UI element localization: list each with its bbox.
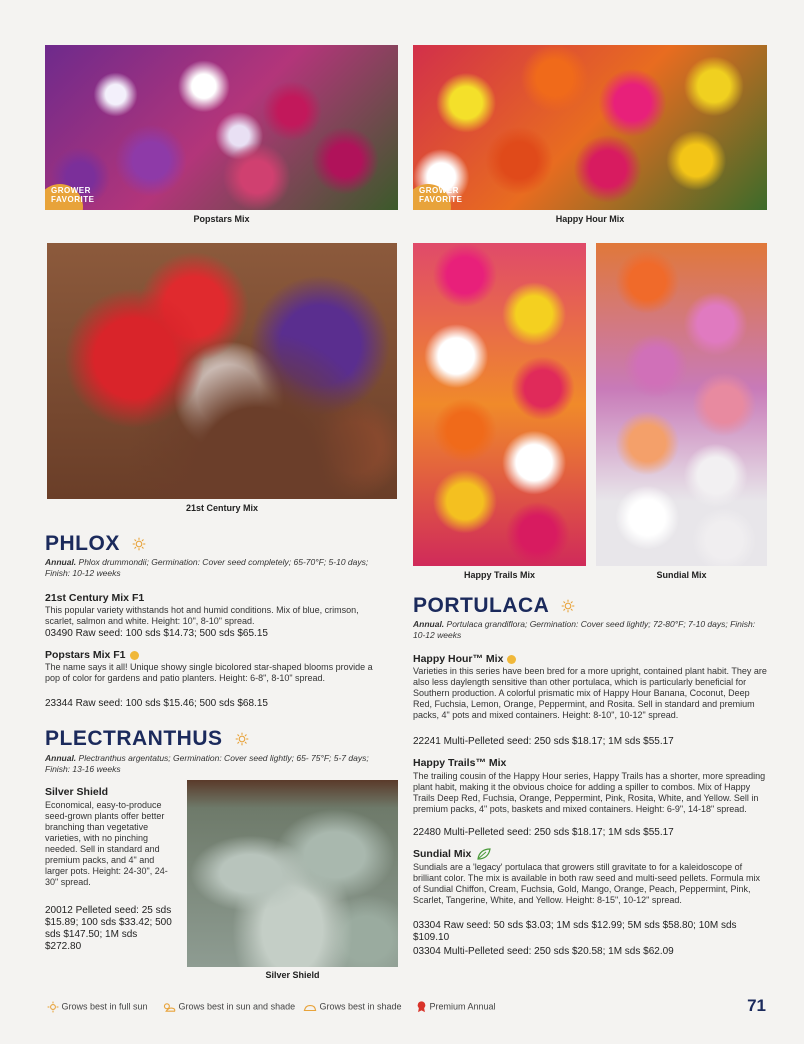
premium-annual-icon: [130, 651, 139, 660]
caption-happy-trails: Happy Trails Mix: [463, 570, 536, 580]
legend-premium: Premium Annual: [416, 1001, 496, 1013]
grower-favorite-badge: GROWER FAVORITE: [45, 170, 103, 210]
variety-description: The name says it all! Unique showy single bicolored star-shaped blooms provide a pop of color for gardens and patio planters. Height: 6-8", 8-10" spread.: [45, 662, 373, 683]
variety-name: Popstars Mix F1: [45, 649, 139, 661]
full-sun-icon: [235, 732, 249, 746]
phlox-heading: PHLOX: [45, 532, 146, 556]
caption-silver-shield: Silver Shield: [265, 970, 320, 980]
full-sun-icon: [132, 537, 146, 551]
phlox-meta: Annual. Phlox drummondii; Germination: Cover seed completely; 65-70°F; 5-10 days; Finish: 10-12 weeks: [45, 557, 369, 578]
portulaca-heading: PORTULACA: [413, 594, 575, 618]
leaf-icon: [477, 848, 491, 860]
variety-description: The trailing cousin of the Happy Hour series, Happy Trails has a shorter, more spreading plant habit, making it the obvious choice for adding a spiller to combos. Mix of Happy Trails Deep Red, Fuchsia, Orange, Peppermint, Pink, Rosita, White, and Yellow. Sell in premium packs, 4" pots, baskets and mixed containers. Height: 6-9", 14-18" spread.: [413, 771, 766, 814]
variety-price: 03304 Multi-Pelleted seed: 250 sds $20.58; 1M sds $62.09: [413, 946, 674, 957]
variety-price: 03490 Raw seed: 100 sds $14.73; 500 sds $65.15: [45, 628, 268, 639]
caption-sundial: Sundial Mix: [656, 570, 707, 580]
variety-description: Varieties in this series have been bred for a more upright, contained plant habit. They are also less daylength sensitive than other portulaca, which is particularly beneficial for Southern production. A colorful prismatic mix of Happy Hour Banana, Coconut, Deep Red, Fuchsia, Lemon, Orange, Peppermint, and Rosita. Sell in standard and premium packs, 4" pots and mixed containers. Height: 8-10", 10-12" spread.: [413, 666, 767, 720]
page-number: 71: [747, 996, 766, 1015]
happy-hour-photo: [413, 45, 767, 210]
caption-popstars: Popstars Mix: [193, 214, 250, 224]
caption-happy-hour: Happy Hour Mix: [555, 214, 625, 224]
caption-century: 21st Century Mix: [185, 503, 259, 513]
century-mix-photo: [47, 243, 397, 499]
variety-description: Sundials are a 'legacy' portulaca that growers still gravitate to for a kaleidoscope of brilliant color. The mix is available in both raw seed and multi-seed pellets. Formula mix of Sundial Chiffon, Cream, Fuchsia, Gold, Mango, Orange, Peach, Peppermint, Pink, Scarlet, Tangerine, White, and Yellow. Height: 8-15", 10-12" spread.: [413, 862, 760, 905]
variety-description: This popular variety withstands hot and humid conditions. Mix of blue, crimson, scarlet, salmon and white. Height: 10", 8-10" spread.: [45, 605, 359, 626]
variety-price: 20012 Pelleted seed: 25 sds $15.89; 100 sds $33.42; 500 sds $147.50; 1M sds $272.80: [45, 905, 172, 952]
plectranthus-meta: Annual. Plectranthus argentatus; Germination: Cover seed lightly; 65- 75°F; 5-7 days; Finish: 13-16 weeks: [45, 753, 369, 774]
legend-full-sun: Grows best in full sun: [47, 1001, 148, 1013]
happy-trails-photo: [413, 243, 586, 566]
variety-price: 23344 Raw seed: 100 sds $15.46; 500 sds $68.15: [45, 698, 268, 709]
legend-shade: Grows best in shade: [303, 1001, 402, 1013]
premium-annual-icon: [507, 655, 516, 664]
legend-sun-shade: Grows best in sun and shade: [162, 1001, 295, 1013]
grower-favorite-badge: GROWER FAVORITE: [413, 170, 471, 210]
full-sun-icon: [47, 1001, 59, 1013]
sundial-photo: [596, 243, 767, 566]
full-sun-icon: [561, 599, 575, 613]
variety-name: 21st Century Mix F1: [45, 592, 145, 604]
variety-price: 22480 Multi-Pelleted seed: 250 sds $18.17; 1M sds $55.17: [413, 827, 674, 838]
variety-price: 03304 Raw seed: 50 sds $3.03; 1M sds $12.99; 5M sds $58.80; 10M sds $109.10: [413, 920, 737, 943]
variety-name: Silver Shield: [45, 786, 109, 798]
variety-name: Sundial Mix: [413, 848, 491, 860]
sun-and-shade-icon: [162, 1001, 176, 1013]
variety-name: Happy Trails™ Mix: [413, 757, 507, 769]
portulaca-meta: Annual. Portulaca grandiflora; Germination: Cover seed lightly; 72-80°F; 7-10 days; Finish: 10-12 weeks: [413, 619, 756, 640]
variety-price: 22241 Multi-Pelleted seed: 250 sds $18.17; 1M sds $55.17: [413, 736, 674, 747]
silver-shield-photo: [187, 780, 398, 967]
premium-annual-icon: [416, 1001, 427, 1013]
variety-description: Economical, easy-to-produce seed-grown plants offer better branching than vegetative varieties, with no pinching needed. Sell in standard and premium packs, and 4" and larger pots. Height: 24-30", 24-30" spread.: [45, 800, 168, 887]
shade-icon: [303, 1001, 317, 1013]
plectranthus-heading: PLECTRANTHUS: [45, 727, 249, 751]
popstars-photo: [45, 45, 398, 210]
variety-name: Happy Hour™ Mix: [413, 653, 516, 665]
